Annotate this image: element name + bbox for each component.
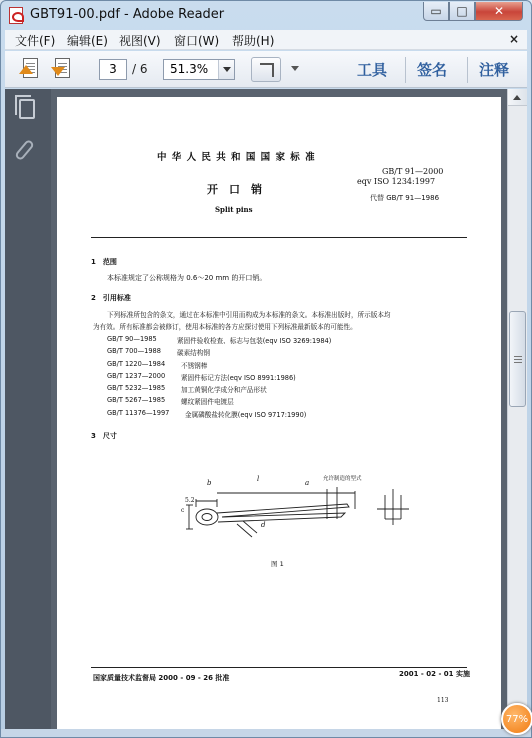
header-rule (91, 237, 467, 238)
document-area[interactable] (51, 89, 507, 729)
expand-icon[interactable] (251, 57, 281, 82)
close-button[interactable]: ✕ (475, 2, 523, 21)
toolbar-dropdown-icon[interactable] (291, 66, 299, 71)
reference-code: GB/T 1220—1984 (107, 360, 166, 368)
gb-code: GB/T 91—2000 (382, 167, 444, 176)
dim-slope-label: 5.2 (185, 497, 195, 504)
footer-approval: 国家质量技术监督局 2000 - 09 - 26 批准 (93, 674, 230, 682)
page-number: 113 (437, 697, 449, 704)
comment-button[interactable]: 注释 (479, 61, 510, 79)
menu-window[interactable]: 窗口(W) (174, 34, 220, 48)
section2-heading: 2 引用标准 (91, 294, 131, 302)
eqv-code: eqv ISO 1234:1997 (357, 177, 436, 186)
document-close-button[interactable]: × (508, 32, 519, 46)
reference-code: GB/T 5267—1985 (107, 396, 166, 404)
section1-heading: 1 范围 (91, 258, 117, 266)
reference-title: 螺纹紧固件电镀层 (181, 398, 234, 406)
sign-button[interactable]: 签名 (417, 61, 448, 79)
dim-a-label: a (305, 479, 310, 487)
pdf-page (57, 97, 501, 729)
toolbar (5, 51, 527, 88)
navigation-pane (5, 89, 51, 729)
reference-code: GB/T 90—1985 (107, 335, 157, 343)
national-standard-heading: 中 华 人 民 共 和 国 国 家 标 准 (157, 152, 316, 163)
title-bar (1, 1, 531, 29)
replaces-note: 代替 GB/T 91—1986 (370, 194, 440, 202)
next-page-button[interactable] (51, 56, 77, 82)
pdf-app-icon (9, 7, 23, 24)
dim-b-label: b (207, 479, 212, 487)
zoom-badge[interactable]: 77% (501, 703, 532, 735)
vertical-scrollbar[interactable] (507, 89, 527, 729)
toolbar-divider (405, 57, 406, 83)
reference-title: 加工黄铜化学成分和产品形状 (181, 386, 267, 394)
arrow-up-icon (19, 65, 33, 74)
figure-caption: 图 1 (271, 560, 284, 568)
page-number-input[interactable]: 3 (99, 59, 127, 80)
page-total: / 6 (132, 62, 148, 76)
arrow-down-icon (51, 67, 65, 76)
dim-c-label: c (181, 507, 185, 514)
maximize-button[interactable]: □ (449, 2, 475, 21)
footer-rule (91, 667, 467, 668)
window-title: GBT91-00.pdf - Adobe Reader (30, 7, 225, 22)
menu-edit[interactable]: 编辑(E) (67, 34, 108, 48)
menu-view[interactable]: 视图(V) (119, 34, 161, 48)
attachments-icon[interactable] (14, 139, 35, 162)
zoom-value: 51.3% (170, 62, 209, 76)
minimize-button[interactable]: ▭ (423, 2, 449, 21)
reference-code: GB/T 11376—1997 (107, 409, 170, 417)
page-thumbnails-icon[interactable] (19, 99, 35, 119)
scroll-thumb[interactable] (509, 311, 526, 407)
previous-page-button[interactable] (19, 56, 45, 82)
reference-title: 不锈钢棒 (181, 362, 208, 370)
figure-note: 允许制造的型式 (323, 476, 362, 482)
dim-l-label: l (257, 475, 260, 483)
reference-code: GB/T 5232—1985 (107, 384, 166, 392)
scroll-up-icon[interactable] (508, 89, 527, 106)
section1-text: 本标准规定了公称规格为 0.6～20 mm 的开口销。 (107, 274, 267, 282)
reference-code: GB/T 700—1988 (107, 347, 161, 355)
split-pin-drawing (177, 469, 477, 549)
english-title: Split pins (215, 205, 253, 214)
menu-bar (5, 30, 527, 50)
section3-heading: 3 尺寸 (91, 432, 117, 440)
status-bar (1, 729, 532, 738)
menu-help[interactable]: 帮助(H) (232, 34, 275, 48)
reference-title: 碳素结构钢 (177, 349, 210, 357)
tools-button[interactable]: 工具 (357, 61, 388, 79)
chevron-down-icon[interactable] (218, 60, 234, 79)
reference-title: 紧固件验收检查、标志与包装(eqv ISO 3269:1984) (177, 337, 332, 345)
dim-d-label: d (261, 521, 266, 529)
section2-paragraph-line1: 下列标准所包含的条文，通过在本标准中引用而构成为本标准的条文。本标准出版时，所示版本均 (107, 311, 391, 319)
section2-paragraph-line2: 为有效。所有标准都会被修订，使用本标准的各方应探讨使用下列标准最新版本的可能性。 (93, 323, 357, 331)
reference-title: 金属磷酸盐转化膜(eqv ISO 9717:1990) (185, 411, 307, 419)
menu-file[interactable]: 文件(F) (15, 34, 56, 48)
reference-title: 紧固件标记方法(eqv ISO 8991:1986) (181, 374, 296, 382)
document-title: 开 口 销 (207, 183, 262, 196)
reference-code: GB/T 1237—2000 (107, 372, 166, 380)
zoom-select[interactable] (163, 59, 235, 80)
toolbar-divider (467, 57, 468, 83)
footer-effective: 2001 - 02 - 01 实施 (399, 670, 470, 678)
